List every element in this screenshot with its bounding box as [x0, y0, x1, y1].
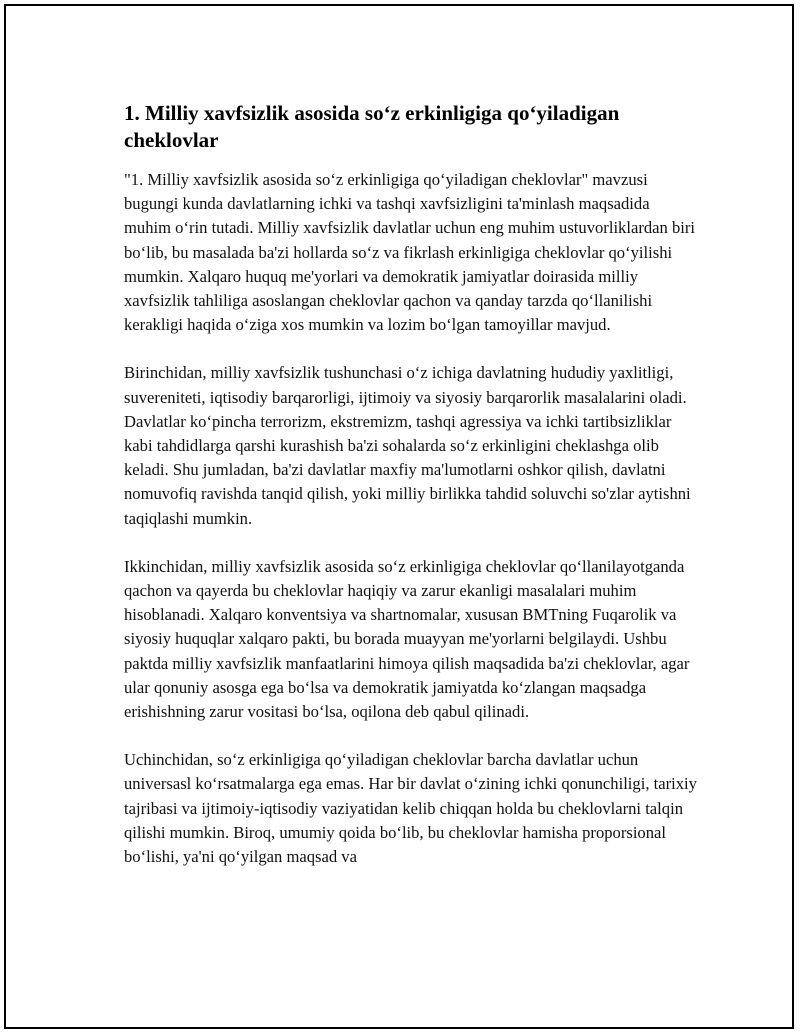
paragraph-4: Uchinchidan, so‘z erkinligiga qo‘yiladigan cheklovlar barcha davlatlar uchun universasl ko‘rsatmalarga ega emas. Har bir davlat o‘zining ichki qonunchiligi, tarixiy tajribasi va ijtimoiy-iqtisodiy vaziyatidan kelib chiqqan holda bu cheklovlarni talqin qilishi mumkin. Biroq, umumiy qoida bo‘lib, bu cheklovlar hamisha proporsional bo‘lishi, ya'ni qo‘yilgan maqsad va: [124, 750, 697, 867]
document-body: [124, 100, 698, 893]
section-heading: 1. Milliy xavfsizlik asosida so‘z erkinligiga qo‘yiladigan cheklovlar: [124, 101, 620, 152]
paragraph-1: "1. Milliy xavfsizlik asosida so‘z erkinligiga qo‘yiladigan cheklovlar" mavzusi bugungi kunda davlatlarning ichki va tashqi xavfsizligini ta'minlash maqsadida muhim o‘rin tutadi. Milliy xavfsizlik davlatlar uchun eng muhim ustuvorliklardan biri bo‘lib, bu masalada ba'zi hollarda so‘z va fikrlash erkinligiga cheklovlar qo‘yilishi mumkin. Xalqaro huquq me'yorlari va demokratik jamiyatlar doirasida milliy xavfsizlik tahliliga asoslangan cheklovlar qachon va qanday tarzda qo‘llanilishi kerakligi haqida o‘ziga xos mumkin va lozim bo‘lgan tamoyillar mavjud.: [124, 170, 696, 335]
paragraph-3: Ikkinchidan, milliy xavfsizlik asosida so‘z erkinligiga cheklovlar qo‘llanilayotganda qachon va qayerda bu cheklovlar haqiqiy va zarur ekanligi masalalari muhim hisoblanadi. Xalqaro konventsiya va shartnomalar, xususan BMTning Fuqarolik va siyosiy huquqlar xalqaro pakti, bu borada muayyan me'yorlarni belgilaydi. Ushbu paktda milliy xavfsizlik manfaatlarini himoya qilish maqsadida ba'zi cheklovlar, agar ular qonuniy asosga ega bo‘lsa va demokratik jamiyatda ko‘zlangan maqsadga erishishning zarur vositasi bo‘lsa, oqilona deb qabul qilinadi.: [124, 556, 690, 722]
page-frame: [4, 4, 794, 1029]
paragraph-2: Birinchidan, milliy xavfsizlik tushunchasi o‘z ichiga davlatning hududiy yaxlitligi, suvereniteti, iqtisodiy barqarorligi, ijtimoiy va siyosiy barqarorlik masalalarini oladi. Davlatlar ko‘pincha terrorizm, ekstremizm, tashqi agressiya va ichki tartibsizliklar kabi tahdidlarga qarshi kurashish ba'zi sohalarda so‘z erkinligini cheklashga olib keladi. Shu jumladan, ba'zi davlatlar maxfiy ma'lumotlarni oshkor qilish, davlatni nomuvofiq ravishda tanqid qilish, yoki milliy birlikka tahdid soluvchi so'zlar aytishni taqiqlashi mumkin.: [124, 363, 691, 528]
